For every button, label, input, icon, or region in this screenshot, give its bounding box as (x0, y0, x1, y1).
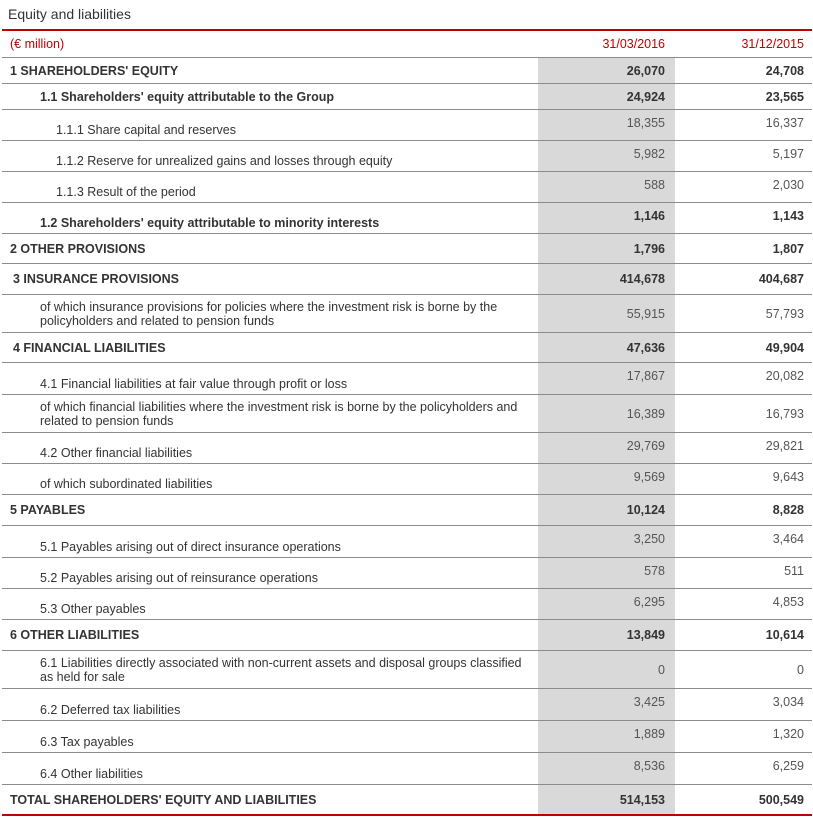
table-row: 1.1 Shareholders' equity attributable to the Group 24,924 23,565 (2, 84, 812, 110)
table-row: 6 OTHER LIABILITIES 13,849 10,614 (2, 620, 812, 651)
table-row: 1.2 Shareholders' equity attributable to minority interests 1,146 1,143 (2, 203, 812, 234)
header-row (2, 31, 812, 58)
table-row: of which insurance provisions for policies where the investment risk is borne by the policyholders and related to pension funds 55,915 57,793 (2, 295, 812, 333)
table-row: 6.4 Other liabilities 8,536 6,259 (2, 753, 812, 785)
column-header-2015: 31/12/2015 (741, 37, 804, 51)
table-row: of which financial liabilities where the investment risk is borne by the policyholders and related to pension funds 16,389 16,793 (2, 395, 812, 433)
table-row: 5.2 Payables arising out of reinsurance operations 578 511 (2, 558, 812, 589)
table-row: 1.1.1 Share capital and reserves 18,355 16,337 (2, 110, 812, 141)
table-row: 5 PAYABLES 10,124 8,828 (2, 495, 812, 526)
table-row: 1.1.3 Result of the period 588 2,030 (2, 172, 812, 203)
total-row: TOTAL SHAREHOLDERS' EQUITY AND LIABILITIES 514,153 500,549 (2, 785, 812, 814)
table-row: 4.2 Other financial liabilities 29,769 29,821 (2, 433, 812, 464)
table-row: 4.1 Financial liabilities at fair value through profit or loss 17,867 20,082 (2, 363, 812, 395)
unit-label: (€ million) (10, 37, 65, 51)
table-row: 1.1.2 Reserve for unrealized gains and losses through equity 5,982 5,197 (2, 141, 812, 172)
table-row: 2 OTHER PROVISIONS 1,796 1,807 (2, 234, 812, 264)
table-row: 1 SHAREHOLDERS' EQUITY 26,070 24,708 (2, 58, 812, 84)
bottom-rule (2, 814, 812, 816)
table-row: 6.1 Liabilities directly associated with non-current assets and disposal groups classified as held for sale 0 0 (2, 651, 812, 689)
table-row: 6.3 Tax payables 1,889 1,320 (2, 721, 812, 753)
table-row: of which subordinated liabilities 9,569 9,643 (2, 464, 812, 495)
table-title: Equity and liabilities (8, 6, 131, 22)
table-row: 5.3 Other payables 6,295 4,853 (2, 589, 812, 620)
table-row: 6.2 Deferred tax liabilities 3,425 3,034 (2, 689, 812, 721)
column-header-2016: 31/03/2016 (602, 37, 665, 51)
equity-liabilities-table (2, 29, 812, 816)
table-row: 5.1 Payables arising out of direct insurance operations 3,250 3,464 (2, 526, 812, 558)
table-row: 4 FINANCIAL LIABILITIES 47,636 49,904 (2, 333, 812, 363)
table-row: 3 INSURANCE PROVISIONS 414,678 404,687 (2, 264, 812, 295)
